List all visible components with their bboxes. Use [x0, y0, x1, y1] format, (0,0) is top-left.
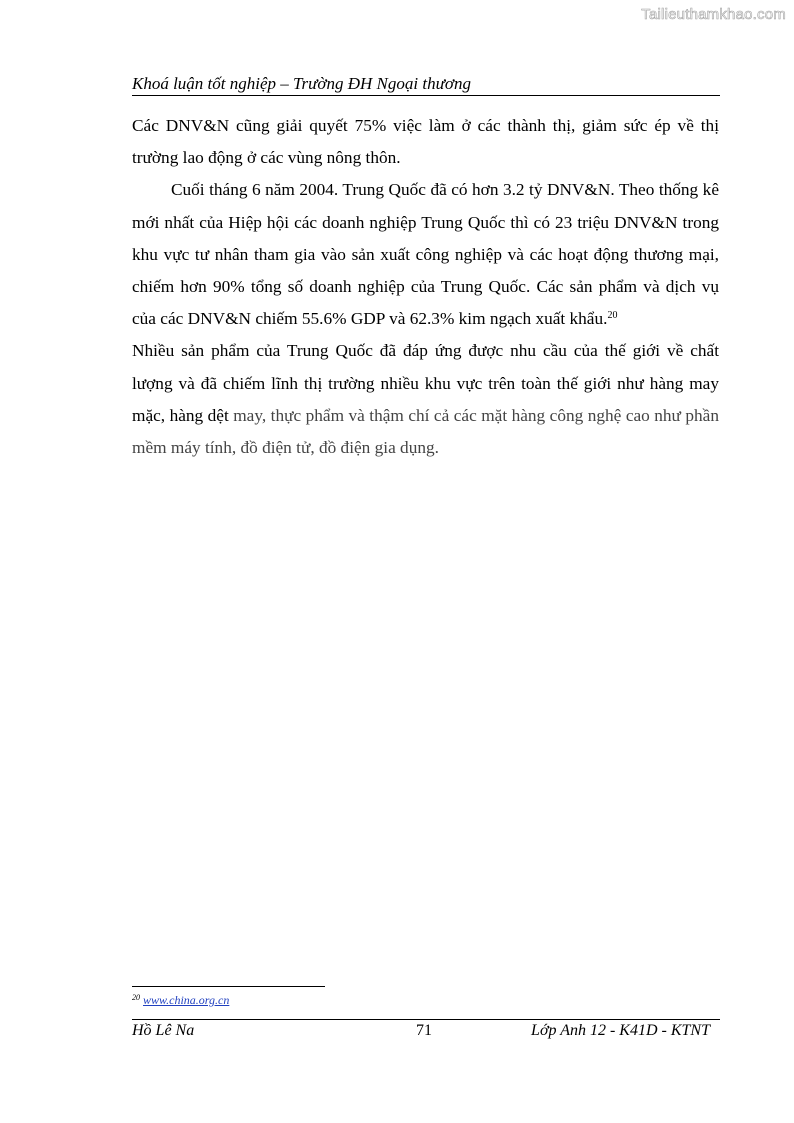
footnote-divider [132, 986, 325, 987]
paragraph-2-text: Cuối tháng 6 năm 2004. Trung Quốc đã có hơn 3.2 tỷ DNV&N. Theo thống kê mới nhất của Hiệp hội các doanh nghiệp Trung Quốc thì có 23 triệu DNV&N trong khu vực tư nhân tham gia vào sản xuất công nghiệp và các hoạt động thương mại, chiếm hơn 90% tổng số doanh nghiệp của Trung Quốc. Các sản phẩm và dịch vụ của các DNV&N chiếm 55.6% GDP và 62.3% kim ngạch xuất khẩu. [132, 180, 719, 329]
footnote-link[interactable]: www.china.org.cn [143, 993, 230, 1007]
footnote-number: 20 [132, 993, 140, 1002]
page-number: 71 [416, 1022, 432, 1039]
watermark: Tailieuthamkhao.com [641, 6, 786, 23]
footnote-ref[interactable]: 20 [607, 310, 618, 322]
footer-class: Lớp Anh 12 - K41D - KTNT [531, 1022, 710, 1039]
footer-divider [132, 1019, 720, 1020]
paragraph-3 [132, 335, 719, 464]
paragraph-3-text-dark: Nhiều sản phẩm của Trung Quốc đã đáp ứng được nhu cầu của thế giới về chất lượng và đã chiếm lĩnh thị trường nhiều khu vực trên toàn thế giới như hàng may mặc, hàng dệt [132, 341, 719, 425]
paragraph-3-text-light: may, thực phẩm và thậm chí cả các mặt hàng công nghệ cao như phần mềm máy tính, đồ điện tử, đồ điện gia dụng. [132, 405, 719, 458]
footer-author: Hồ Lê Na [132, 1022, 195, 1039]
paragraph-1: Các DNV&N cũng giải quyết 75% việc làm ở các thành thị, giảm sức ép về thị trường lao động ở các vùng nông thôn. [132, 116, 719, 168]
page-header: Khoá luận tốt nghiệp – Trường ĐH Ngoại thương [132, 74, 720, 96]
paragraph-2 [132, 174, 719, 335]
footnote [132, 993, 229, 1008]
body-text [132, 110, 719, 464]
